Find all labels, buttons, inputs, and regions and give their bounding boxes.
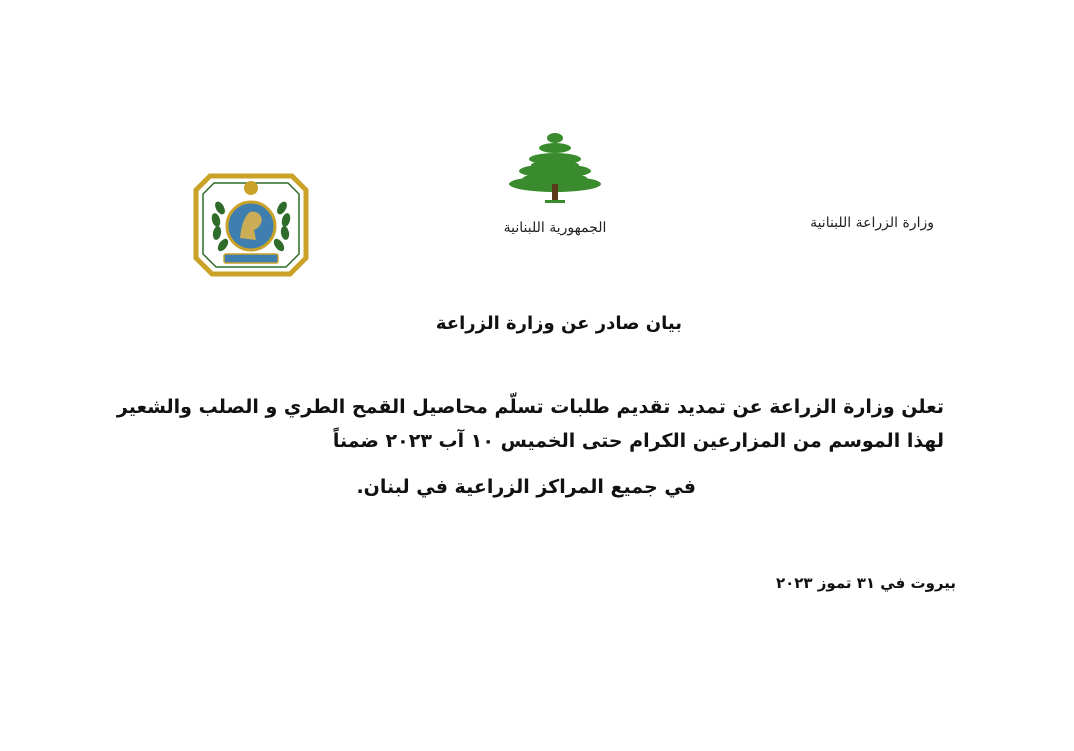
statement-line: تعلن وزارة الزراعة عن تمديد تقديم طلبات تسلّم محاصيل القمح الطري و الصلب والشعير xyxy=(116,396,944,418)
republic-header xyxy=(475,128,635,236)
statement-title: بيان صادر عن وزارة الزراعة xyxy=(435,313,682,334)
lebanese-cedar-icon xyxy=(505,128,605,208)
republic-name: الجمهورية اللبنانية xyxy=(503,220,607,236)
agriculture-ministry-emblem-icon xyxy=(190,168,312,284)
date-line: بيروت في ٣١ تموز ٢٠٢٣ xyxy=(775,574,956,592)
statement-body xyxy=(104,390,944,504)
statement-line: لهذا الموسم من المزارعين الكرام حتى الخميس ١٠ آب ٢٠٢٣ ضمناً xyxy=(332,430,944,452)
statement-line: في جميع المراكز الزراعية في لبنان. xyxy=(356,476,696,498)
ministry-name: وزارة الزراعة اللبنانية xyxy=(810,215,934,231)
